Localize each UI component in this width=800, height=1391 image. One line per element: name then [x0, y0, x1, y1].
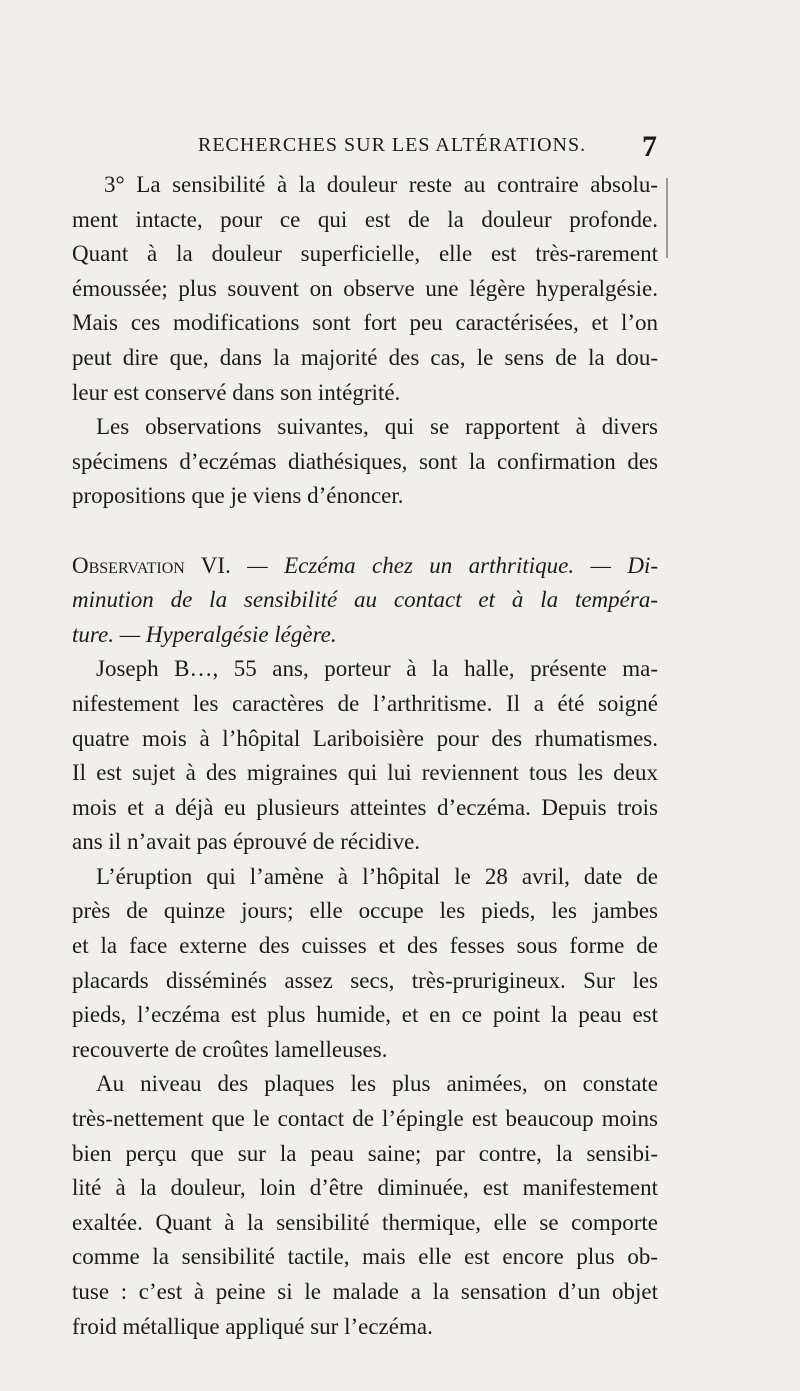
text-line: Joseph B…, 55 ans, porteur à la halle, présente ma- [96, 656, 658, 682]
text-line: propositions que je viens d’énoncer. [72, 483, 404, 509]
margin-mark [666, 178, 668, 258]
text-line: 3° La sensibilité à la douleur reste au contraire absolu- [104, 172, 658, 197]
text-line: Quant à la douleur superficielle, elle est très-rarement [72, 241, 658, 267]
running-head [72, 130, 657, 162]
observation-title: ture. — Hyperalgésie légère. [72, 621, 337, 647]
text-line: leur est conservé dans son intégrité. [72, 379, 401, 405]
observation-label: Observation VI. [72, 552, 231, 578]
text-line: et la face externe des cuisses et des fesses sous forme de [72, 933, 658, 959]
text-line: près de quinze jours; elle occupe les pieds, les jambes [72, 898, 658, 924]
text-line: Il est sujet à des migraines qui lui reviennent tous les deux [72, 760, 658, 786]
text-line: émoussée; plus souvent on observe une légère hyperalgésie. [72, 275, 658, 301]
text-line: mois et a déjà eu plusieurs atteintes d’eczéma. Depuis trois [72, 794, 658, 820]
text-line: lité à la douleur, loin d’être diminuée, est manifestement [72, 1175, 658, 1201]
text-line: quatre mois à l’hôpital Lariboisière pour des rhumatismes. [72, 725, 658, 751]
text-line: ment intacte, pour ce qui est de la douleur profonde. [72, 206, 658, 232]
text-line: bien perçu que sur la peau saine; par contre, la sensibi- [72, 1140, 658, 1166]
text-line: pieds, l’eczéma est plus humide, et en ce point la peau est [72, 1002, 658, 1028]
paragraph-sensibility-pain [72, 168, 658, 410]
text-line: froid métallique appliqué sur l’eczéma. [72, 1313, 433, 1339]
text-line: comme la sensibilité tactile, mais elle est encore plus ob- [72, 1244, 658, 1270]
paragraph-patient-history [72, 652, 658, 860]
running-title: RECHERCHES SUR LES ALTÉRATIONS. [198, 134, 587, 156]
text-line: nifestement les caractères de l’arthritisme. Il a été soigné [72, 690, 658, 716]
body-text [72, 168, 658, 1344]
text-line: très-nettement que le contact de l’épingle est beaucoup moins [72, 1106, 658, 1132]
text-line: Les observations suivantes, qui se rapportent à divers [96, 414, 658, 440]
text-line: ans il n’avait pas éprouvé de récidive. [72, 829, 421, 855]
text-line: exaltée. Quant à la sensibilité thermique, elle se comporte [72, 1209, 658, 1235]
text-line: tuse : c’est à peine si le malade a la sensation d’un objet [72, 1279, 658, 1304]
observation-title: minution de la sensibilité au contact et à la tempéra- [72, 587, 658, 613]
observation-title: — Eczéma chez un arthritique. — Di- [247, 552, 659, 578]
paragraph-observations-intro [72, 410, 658, 514]
page-number: 7 [642, 130, 657, 163]
text-line: spécimens d’eczémas diathésiques, sont la confirmation des [72, 448, 658, 474]
observation-heading-line [72, 549, 658, 584]
text-line: recouverte de croûtes lamelleuses. [72, 1036, 388, 1062]
text-line: Au niveau des plaques les plus animées, on constate [96, 1071, 658, 1097]
spacer [72, 514, 658, 549]
text-line: placards disséminés assez secs, très-prurigineux. Sur les [72, 967, 658, 993]
text-line: Mais ces modifications sont fort peu caractérisées, et l’on [72, 310, 658, 336]
paragraph-eruption [72, 860, 658, 1068]
observation-heading [72, 549, 658, 653]
paragraph-findings [72, 1067, 658, 1344]
text-line: L’éruption qui l’amène à l’hôpital le 28 avril, date de [96, 863, 658, 889]
text-line: peut dire que, dans la majorité des cas, le sens de la dou- [72, 344, 658, 370]
